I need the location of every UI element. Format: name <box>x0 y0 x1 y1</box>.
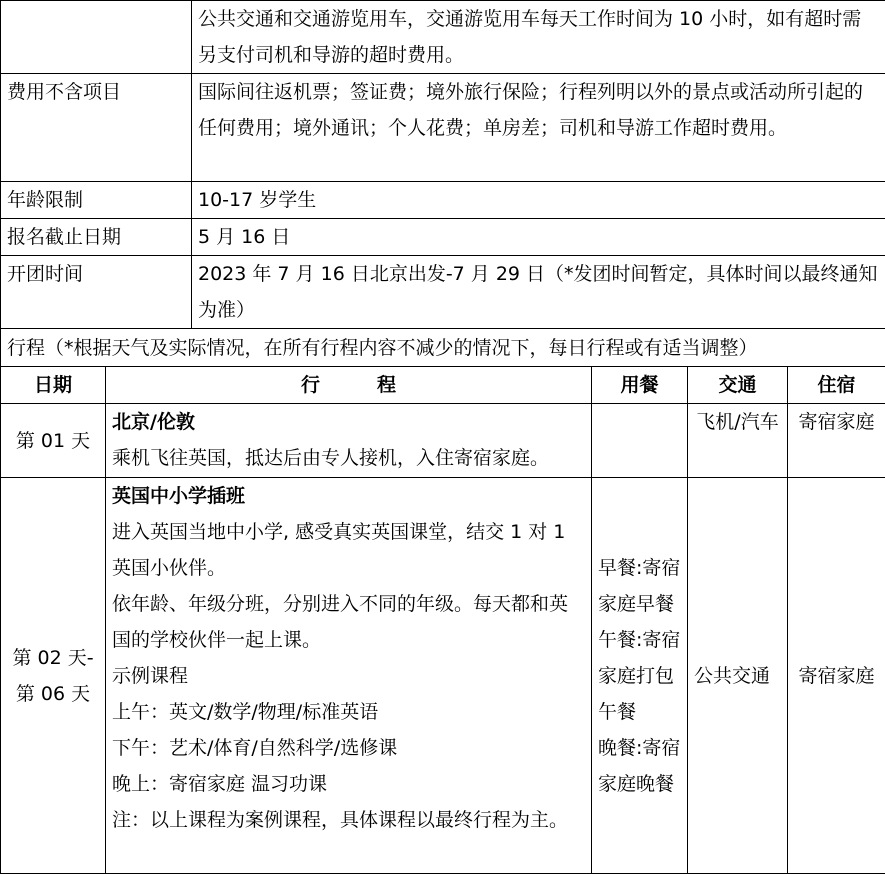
day1-desc: 乘机飞往英国，抵达后由专人接机，入住寄宿家庭。 <box>112 440 585 476</box>
header-date: 日期 <box>1 367 106 404</box>
age-row <box>1 182 885 219</box>
day2-paragraph: 示例课程 <box>112 658 585 694</box>
transport-row <box>1 1 885 74</box>
day1-date: 第 01 天 <box>1 404 106 478</box>
day1-meals <box>592 404 688 478</box>
day2-date-line1: 第 02 天- <box>7 640 99 676</box>
deadline-row <box>1 219 885 256</box>
day1-transport: 飞机/汽车 <box>688 404 788 478</box>
day2-paragraph: 注：以上课程为案例课程，具体课程以最终行程为主。 <box>112 802 585 838</box>
start-label: 开团时间 <box>1 256 192 329</box>
exclusions-label: 费用不含项目 <box>1 74 192 182</box>
day1-title: 北京/伦敦 <box>112 404 585 440</box>
transport-text: 公共交通和交通游览用车，交通游览用车每天工作时间为 10 小时，如有超时需另支付司机和导游的超时费用。 <box>192 1 885 74</box>
day2-date-line2: 第 06 天 <box>7 676 99 712</box>
day2-meals <box>592 478 688 874</box>
deadline-value: 5 月 16 日 <box>192 219 885 256</box>
meal-lunch: 午餐:寄宿家庭打包午餐 <box>598 622 681 730</box>
day2-date <box>1 478 106 874</box>
day2-lodging: 寄宿家庭 <box>788 478 885 874</box>
start-row <box>1 256 885 329</box>
age-label: 年龄限制 <box>1 182 192 219</box>
day1-itinerary <box>106 404 592 478</box>
day2-transport: 公共交通 <box>688 478 788 874</box>
header-itinerary: 行 程 <box>106 367 592 404</box>
meal-breakfast: 早餐:寄宿家庭早餐 <box>598 550 681 622</box>
day2-itinerary <box>106 478 592 874</box>
meal-dinner: 晚餐:寄宿家庭晚餐 <box>598 730 681 802</box>
header-lodging: 住宿 <box>788 367 885 404</box>
deadline-label: 报名截止日期 <box>1 219 192 256</box>
itinerary-note-row <box>1 329 885 367</box>
day1-row <box>1 404 885 478</box>
day1-lodging: 寄宿家庭 <box>788 404 885 478</box>
schedule-header-row <box>1 367 885 404</box>
start-value: 2023 年 7 月 16 日北京出发-7 月 29 日（*发团时间暂定，具体时间以最终通知为准） <box>192 256 885 329</box>
itinerary-note: 行程（*根据天气及实际情况，在所有行程内容不减少的情况下，每日行程或有适当调整） <box>1 329 885 367</box>
exclusions-row <box>1 74 885 182</box>
day2-paragraph: 晚上：寄宿家庭 温习功课 <box>112 766 585 802</box>
header-meals: 用餐 <box>592 367 688 404</box>
exclusions-text: 国际间往返机票；签证费；境外旅行保险；行程列明以外的景点或活动所引起的任何费用；境外通讯；个人花费；单房差；司机和导游工作超时费用。 <box>192 74 885 182</box>
day2-title: 英国中小学插班 <box>112 478 585 514</box>
day2-row <box>1 478 885 874</box>
age-value: 10-17 岁学生 <box>192 182 885 219</box>
day2-paragraph: 下午：艺术/体育/自然科学/选修课 <box>112 730 585 766</box>
day2-paragraph: 进入英国当地中小学, 感受真实英国课堂，结交 1 对 1 英国小伙伴。 <box>112 514 585 586</box>
day2-paragraph: 依年龄、年级分班，分别进入不同的年级。每天都和英国的学校伙伴一起上课。 <box>112 586 585 658</box>
header-transport: 交通 <box>688 367 788 404</box>
day2-paragraph: 上午：英文/数学/物理/标准英语 <box>112 694 585 730</box>
transport-label-cell <box>1 1 192 74</box>
